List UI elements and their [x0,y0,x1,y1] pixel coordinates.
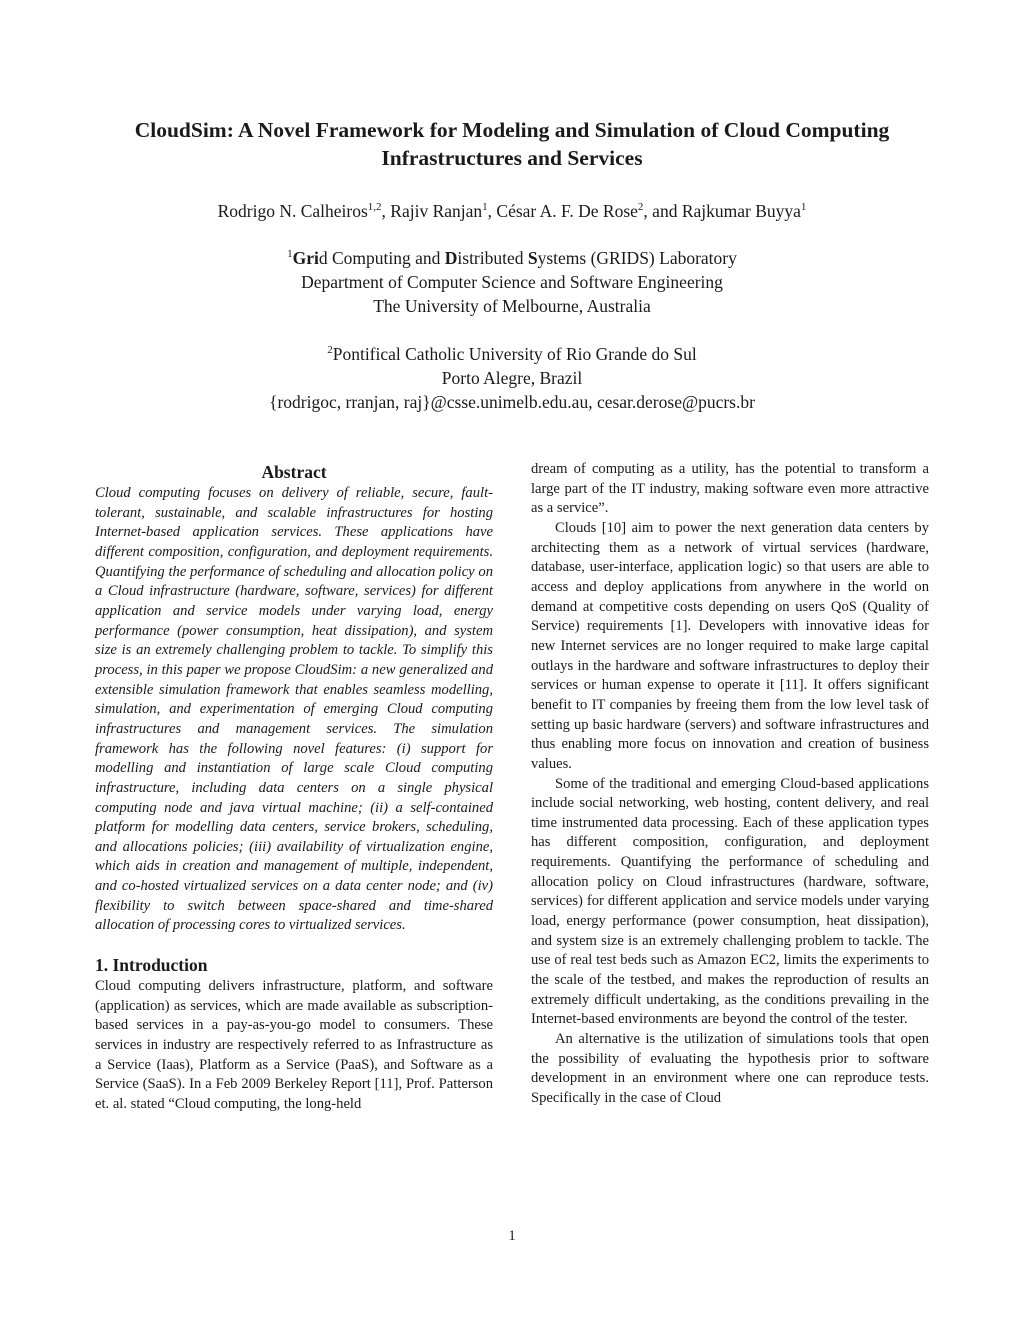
abstract-heading: Abstract [261,462,327,482]
affiliation-2-location: Porto Alegre, Brazil [441,368,583,388]
left-column [95,460,493,1115]
body-paragraph: Clouds [10] aim to power the next generation data centers by architecting them as a network of virtual services (hardware, database, user-interface, application logic) so that users are able to access and deploy applications from anywhere in the world on demand at competitive costs depending on users QoS (Quality of Service) requirements [1]. Developers with innovative ideas for new Internet services are no longer required to make large capital outlays in the hardware and software infrastructures to deploy their services or human expense to operate it [11]. It offers significant benefit to IT companies by freeing them from the low level task of setting up basic hardware (servers) and software infrastructures and thus enabling more focus on innovation and creation of business values. [531,519,929,772]
affiliation-2 [0,342,1024,414]
body-paragraph: dream of computing as a utility, has the potential to transform a large part of the IT industry, making software even more attractive as a service”. [531,461,929,517]
author-conjunction: and [652,201,682,221]
author-affiliation-mark: 1,2 [367,201,382,213]
author-name: César A. F. De Rose [496,201,638,221]
affiliation-1-university: The University of Melbourne, Australia [373,296,651,316]
lab-name-part: istributed [457,248,528,268]
author-list [0,199,1024,223]
lab-name-part: ystems (GRIDS) Laboratory [537,248,737,268]
lab-name-part: d Computing and [318,248,445,268]
author-name: Rajkumar Buyya [681,201,801,221]
acronym-letters: D [444,248,458,268]
affiliation-1-lab [0,246,1024,270]
affiliation-mark: 1 [287,248,293,260]
acronym-letters: Gri [292,248,319,268]
introduction-paragraph: Cloud computing delivers infrastructure, platform, and software (application) as services, which are made available as subscription-based services in a pay-as-you-go model to consumers. These services in industry are respectively referred to as Infrastructure as a Service (Iaas), Platform as a Service (PaaS), and Software as a Service (SaaS). In a Feb 2009 Berkeley Report [11], Prof. Patterson et. al. stated “Cloud computing, the long-held [95,978,493,1113]
body-paragraph: Some of the traditional and emerging Cloud-based applications include social networking, web hosting, content delivery, and real time instrumented data processing. Each of these application types has different composition, configuration, and deployment requirements. Quantifying the performance of scheduling and allocation policy on Cloud infrastructures (hardware, software, services) for different application and service models under varying load, energy performance (power consumption, heat dissipation), and system size is an extremely challenging problem to tackle. The use of real test beds such as Amazon EC2, limits the experiments to the scale of the testbed, and makes the reproduction of results an extremely difficult undertaking, as the conditions prevailing in the Internet-based environments are beyond the control of the tester. [531,775,929,1028]
acronym-letters: S [527,248,538,268]
author-separator: , [381,201,391,221]
affiliation-mark: 2 [327,344,333,356]
author-name: Rajiv Ranjan [390,201,483,221]
author-emails: {rodrigoc, rranjan, raj}@csse.unimelb.edu.au, cesar.derose@pucrs.br [269,392,755,412]
title-line-1: CloudSim: A Novel Framework for Modeling and Simulation of Cloud Computing [134,118,890,142]
author-affiliation-mark: 1 [482,201,488,213]
author-affiliation-mark: 2 [637,201,644,213]
page-number: 1 [508,1228,516,1244]
introduction-heading: 1. Introduction [95,955,208,976]
author-name: Rodrigo N. Calheiros [217,201,368,221]
affiliation-1-department: Department of Computer Science and Software Engineering [301,272,723,292]
paper-title [60,116,964,172]
affiliation-2-name: Pontifical Catholic University of Rio Grande do Sul [332,344,697,364]
right-column [531,460,929,1109]
abstract-text: Cloud computing focuses on delivery of reliable, secure, fault-tolerant, sustainable, and scalable infrastructures for hosting Internet-based application services. These applications have different composition, configuration, and deployment requirements. Quantifying the performance of scheduling and allocation policy on a Cloud infrastructure (hardware, software, services) for different application and service models under varying load, energy performance (power consumption, heat dissipation), and system size is an extremely challenging problem to tackle. To simplify this process, in this paper we propose CloudSim: a new generalized and extensible simulation framework that enables seamless modelling, simulation, and experimentation of emerging Cloud computing infrastructures and management services. The simulation framework has the following novel features: (i) support for modelling and instantiation of large scale Cloud computing infrastructure, including data centers on a single physical computing node and java virtual machine; (ii) a self-contained platform for modelling data centers, service brokers, scheduling, and allocations policies; (iii) availability of virtualization engine, which aids in creation and management of multiple, independent, and co-hosted virtualized services on a data center node; and (iv) flexibility to switch between space-shared and time-shared allocation of processing cores to virtualized services. [95,485,493,934]
affiliation-1 [0,246,1024,318]
affiliation-2-university [0,342,1024,366]
title-line-2: Infrastructures and Services [381,146,643,170]
body-paragraph: An alternative is the utilization of simulations tools that open the possibility of evaluating the hypothesis prior to software development in an environment where one can reproduce tests. Specifically in the case of Cloud [531,1031,929,1106]
author-affiliation-mark: 1 [800,201,807,213]
author-separator: , [643,201,653,221]
author-separator: , [487,201,497,221]
